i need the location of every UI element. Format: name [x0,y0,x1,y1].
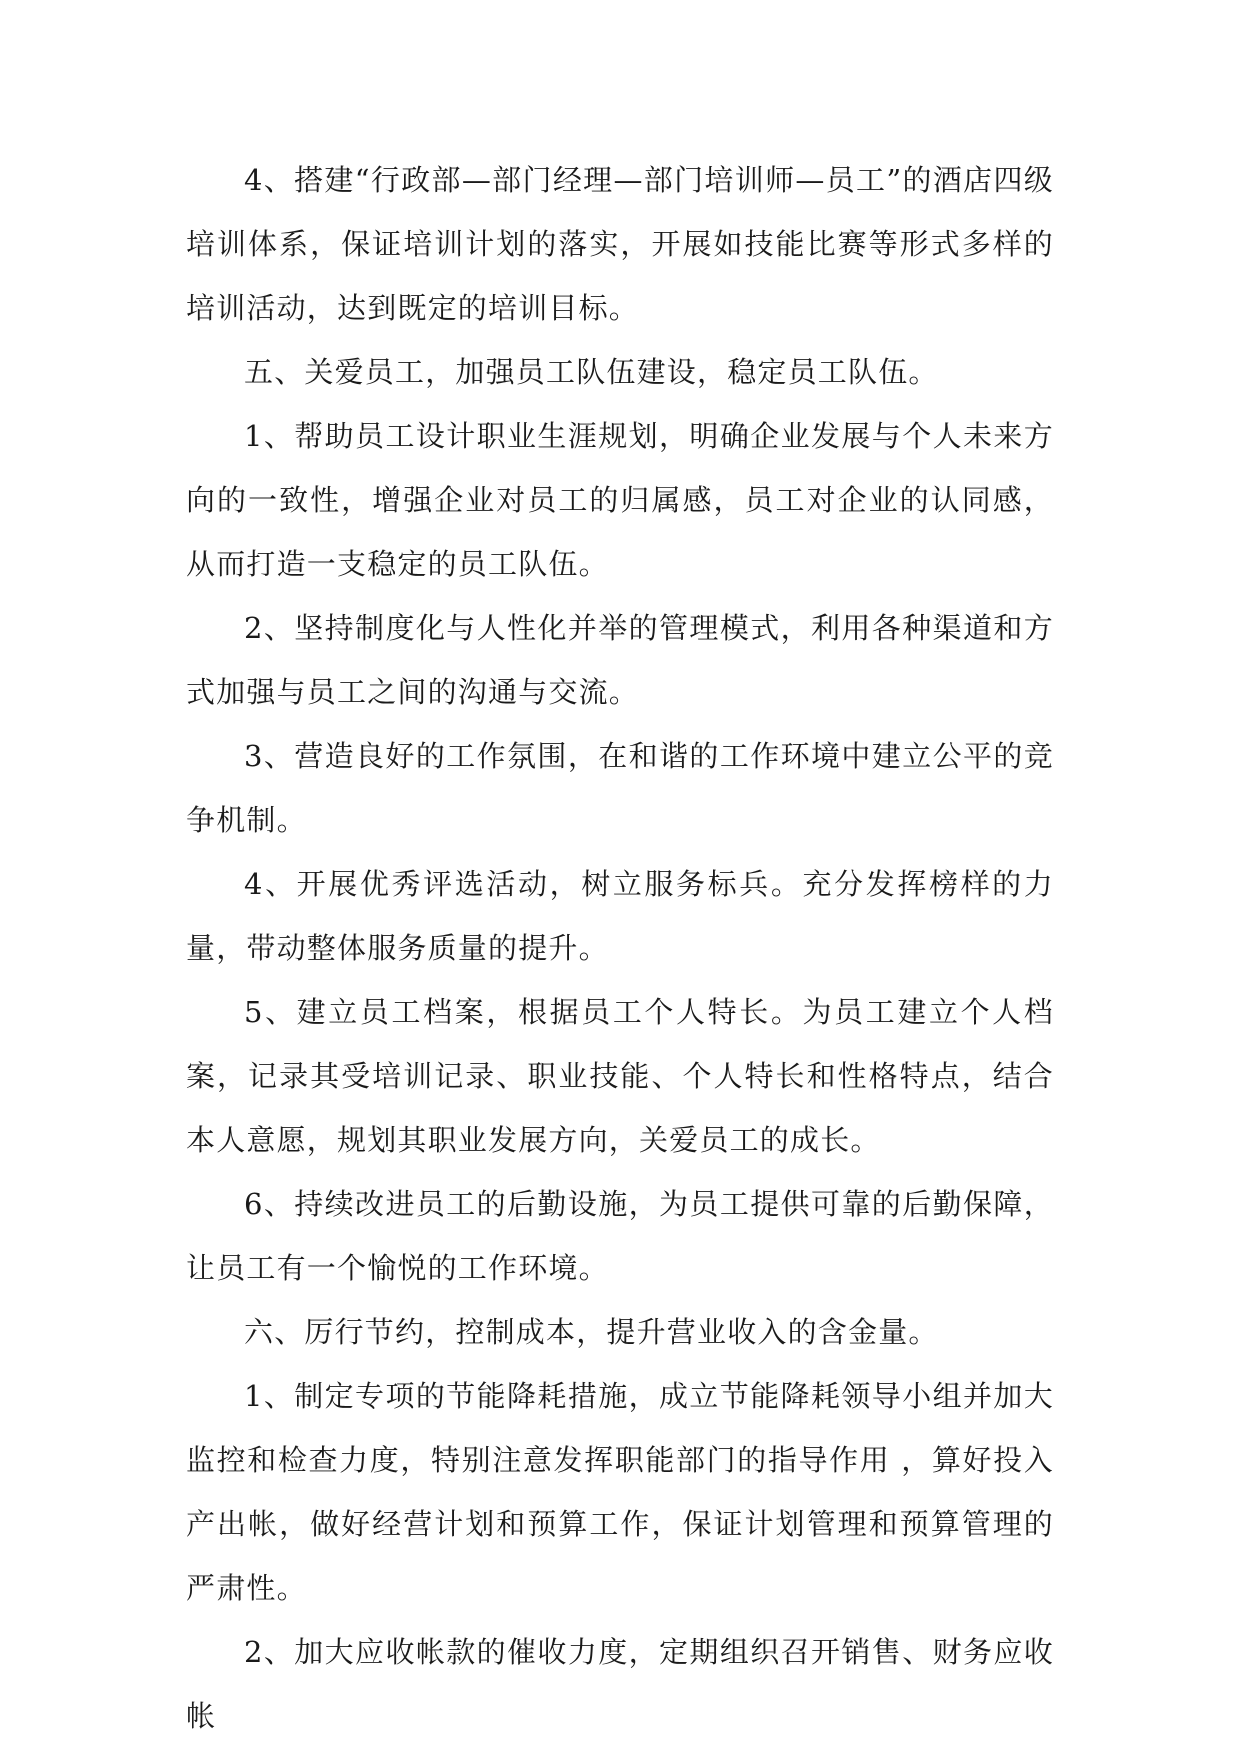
paragraph-energy-saving: 1、制定专项的节能降耗措施，成立节能降耗领导小组并加大监控和检查力度，特别注意发挥职能部门的指导作用 ，算好投入产出帐，做好经营计划和预算工作，保证计划管理和预算管理的严肃性。 [186,1379,1054,1605]
paragraph-employee-files: 5、建立员工档案，根据员工个人特长。为员工建立个人档案，记录其受培训记录、职业技能、个人特长和性格特点，结合本人意愿，规划其职业发展方向，关爱员工的成长。 [186,995,1054,1157]
document-body [186,148,1054,1748]
paragraph-receivables: 2、加大应收帐款的催收力度，定期组织召开销售、财务应收帐 [186,1635,1054,1733]
paragraph-career-planning: 1、帮助员工设计职业生涯规划，明确企业发展与个人未来方向的一致性，增强企业对员工的归属感，员工对企业的认同感，从而打造一支稳定的员工队伍。 [186,419,1054,581]
section-heading-care-employees: 五、关爱员工，加强员工队伍建设，稳定员工队伍。 [244,355,939,389]
paragraph-logistics-facilities: 6、持续改进员工的后勤设施，为员工提供可靠的后勤保障，让员工有一个愉悦的工作环境。 [186,1187,1054,1285]
section-heading-cost-control: 六、厉行节约，控制成本，提升营业收入的含金量。 [244,1315,939,1349]
paragraph-training-system: 4、搭建“行政部—部门经理—部门培训师—员工”的酒店四级培训体系，保证培训计划的落实，开展如技能比赛等形式多样的培训活动，达到既定的培训目标。 [186,163,1054,325]
paragraph-work-atmosphere: 3、营造良好的工作氛围，在和谐的工作环境中建立公平的竞争机制。 [186,739,1054,837]
paragraph-excellence-selection: 4、开展优秀评选活动，树立服务标兵。充分发挥榜样的力量，带动整体服务质量的提升。 [186,867,1054,965]
paragraph-management-mode: 2、坚持制度化与人性化并举的管理模式，利用各种渠道和方式加强与员工之间的沟通与交流。 [186,611,1054,709]
